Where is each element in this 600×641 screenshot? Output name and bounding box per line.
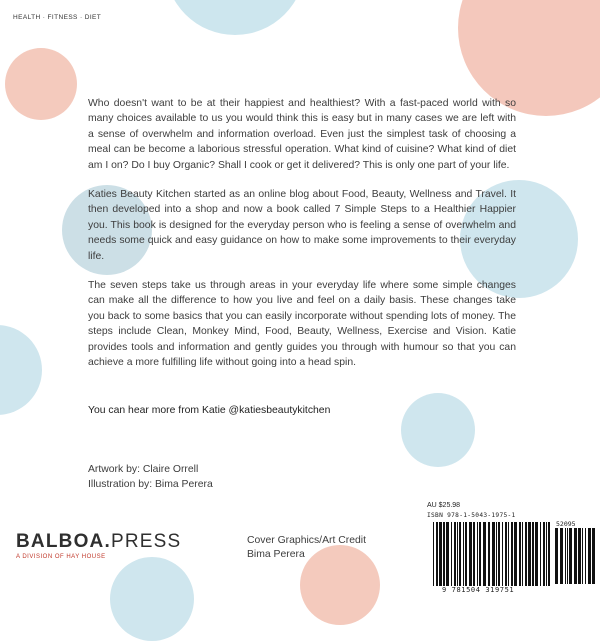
isbn-label: ISBN 978-1-5043-1975-1 (427, 512, 516, 519)
decorative-circle (5, 48, 77, 120)
blurb-paragraph: The seven steps take us through areas in your everyday life where some simple changes can make all the difference to how you live and feel on a daily basis. These changes take you back to some basics that you can easily incorporate without spending lots of money. The steps include Clean, Monkey Mind, Food, Beauty, Wellness, Exercise and Vision. Katie provides tools and information and gently guides you through with humour so that you can achieve a more fulfilling life without going into a head spin. (88, 280, 516, 369)
barcode-addon-digits: 52095 (556, 520, 576, 528)
publisher-logo (16, 532, 181, 560)
decorative-circle (0, 325, 42, 415)
barcode-digits: 9 781504 319751 (442, 586, 515, 594)
social-handle-line: You can hear more from Katie @katiesbeautykitchen (88, 405, 331, 416)
blurb-paragraph: Who doesn't want to be at their happiest and healthiest? With a fast-paced world with so many choices available to us you would think this is easy but in many cases we are left with a sense of overwhelm and information overload. Even just the simplest task of choosing a meal can be become a laborious stressful operation. What kind of cuisine? What kind of diet am I on? Do I buy Organic? Shall I cook or get it delivered? This is only one part of your life. (88, 98, 516, 171)
decorative-circle (401, 393, 475, 467)
artwork-credits (88, 462, 213, 492)
decorative-circle (165, 0, 305, 35)
blurb-paragraph: Katies Beauty Kitchen started as an online blog about Food, Beauty, Wellness and Travel. It then developed into a shop and now a book called 7 Simple Steps to a Healthier Happier you. This book is designed for the everyday person who is feeling a sense of overwhelm and needs some quick and easy guidance on how to make some improvements to their everyday life. (88, 189, 516, 262)
cover-graphics-credit: Cover Graphics/Art Credit Bima Perera (247, 535, 366, 560)
publisher-subtitle: A DIVISION OF HAY HOUSE (16, 554, 106, 560)
isbn-barcode (433, 522, 551, 586)
addon-barcode (555, 528, 597, 584)
publisher-name: BALBOA.PRESS (16, 531, 182, 552)
price-label: AU $25.98 (427, 502, 461, 509)
category-label: HEALTH · FITNESS · DIET (13, 14, 102, 21)
illustration-credit: Illustration by: Bima Perera (88, 479, 213, 490)
back-cover-blurb (88, 96, 516, 385)
decorative-circle (110, 557, 194, 641)
artwork-credit: Artwork by: Claire Orrell (88, 464, 199, 475)
